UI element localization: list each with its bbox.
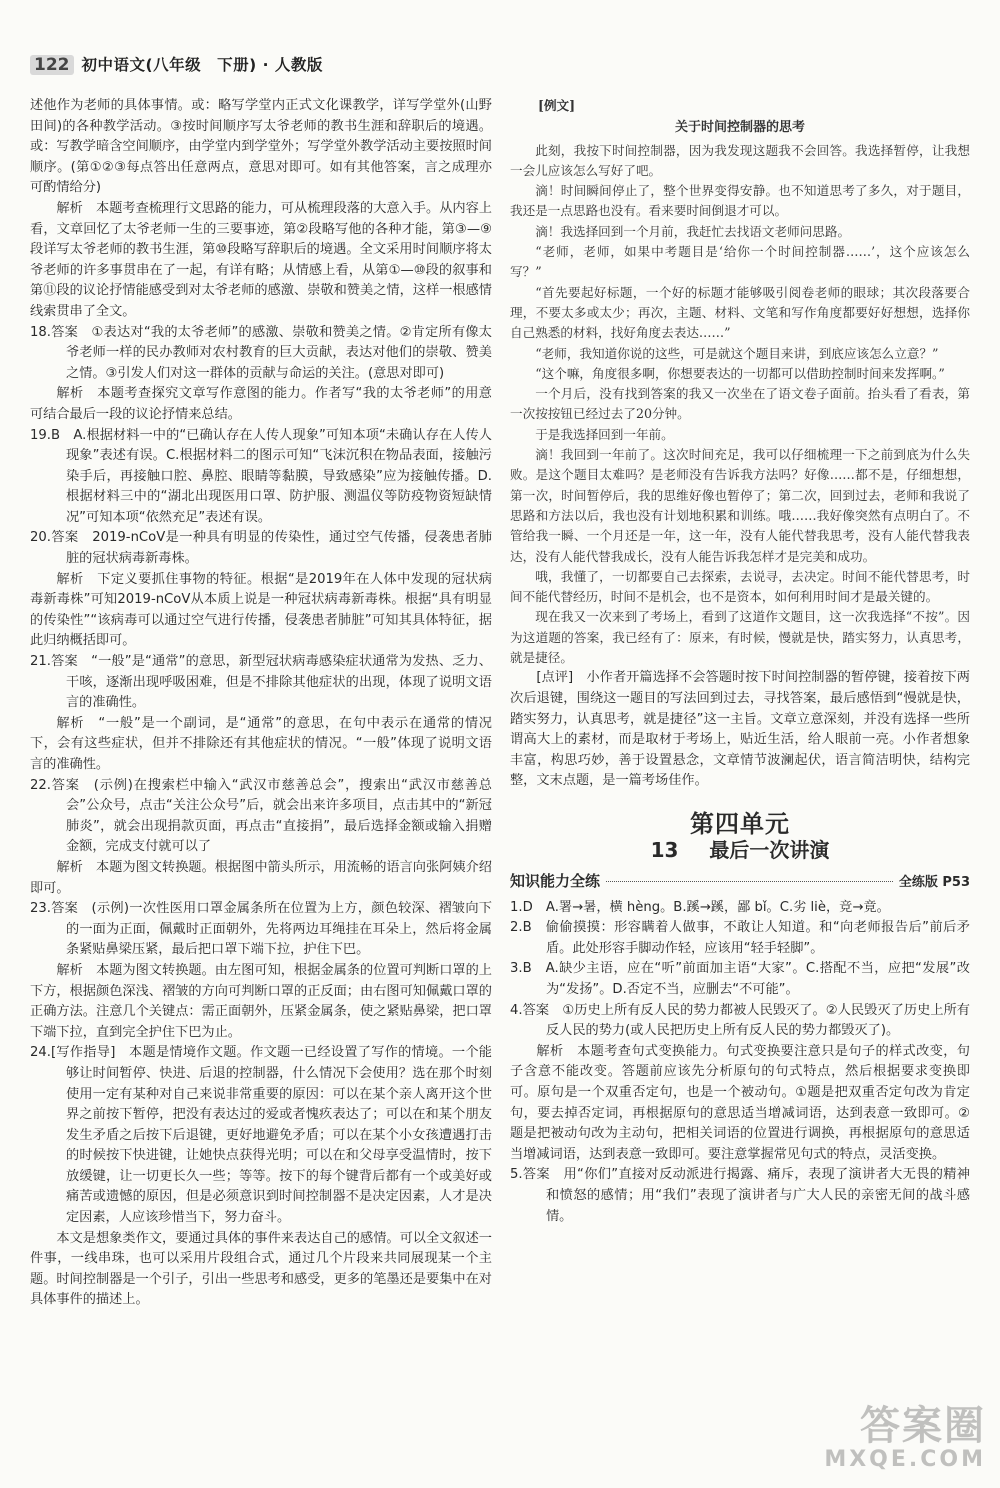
answer-paragraph: 解析 “一般”是一个副词，是“通常”的意思，在句中表示在通常的情况下，会有这些症状，但并不排除还有其他症状的情况。“一般”体现了说明文语言的准确性。	[30, 715, 492, 772]
answer-paragraph: 22.答案 (示例)在搜索栏中输入“武汉市慈善总会”，搜索出“武汉市慈善总会”公众号，点击“关注公众号”后，就会出来许多项目，点击其中的“新冠肺炎”，就会出现捐款页面，再点击“直接捐”，最后选择金额或输入捐赠金额，完成支付就可以了	[30, 777, 492, 855]
left-column	[30, 96, 492, 1311]
lesson-title	[510, 840, 970, 861]
right-column	[510, 96, 970, 1227]
answer-paragraph: 解析 本题考查探究文章写作意图的能力。作者写“我的太爷老师”的用意可结合最后一段的议论抒情来总结。	[30, 386, 492, 422]
answer-paragraph: 21.答案 “一般”是“通常”的意思，新型冠状病毒感染症状通常为发热、乏力、干咳，逐渐出现呼吸困难，但是不排除其他症状的出现，体现了说明文语言的准确性。	[30, 654, 492, 711]
essay-comment: [点评] 小作者开篇选择不会答题时按下时间控制器的暂停键，接着按下两次后退键，围绕这一题目的写法回到过去，寻找答案，最后感悟到“慢就是快，踏实努力，认真思考，就是捷径”这一主旨。文章立意深刻，并没有选择一些所谓高大上的素材，而是取材于考场上，贴近生活，给人眼前一亮。小作者想象丰富，构思巧妙，善于设置悬念，文章情节波澜起伏，语言简洁明快，结构完整，文末点题，是一篇考场佳作。	[510, 670, 970, 789]
lesson-number: 13	[650, 838, 679, 863]
essay-paragraph: 滴！时间瞬间停止了，整个世界变得安静。也不知道思考了多久，对于题目，我还是一点思路也没有。看来要时间倒退才可以。	[510, 183, 970, 219]
essay-body	[510, 141, 970, 669]
unit-title: 第四单元	[690, 809, 790, 838]
answer-paragraph: 18.答案 ①表达对“我的太爷老师”的感激、崇敬和赞美之情。②肯定所有像太爷老师一样的民办教师对农村教育的巨大贡献，表达对他们的崇敬、赞美之情。③引发人们对这一群体的贡献与命运的关注。(意思对即可)	[30, 324, 492, 381]
essay-paragraph: “老师，我知道你说的这些，可是就这个题目来讲，到底应该怎么立意？”	[535, 345, 939, 361]
answer-paragraph: 解析 本题考查梳理行文思路的能力，可从梳理段落的大意入手。从内容上看，文章回忆了太爷老师一生的三要事迹，第②段略写他的各种才能，第③—⑨段详写太爷老师的教书生涯，第⑩段略写辞职后的境遇。全文采用时间顺序将太爷老师的许多事贯串在了一起，有详有略；从情感上看，从第①—⑩段的叙事和第⑪段的议论抒情能感受到对太爷老师的感激、崇敬和赞美之情，这样一根感情线索贯串了全文。	[30, 200, 492, 319]
essay-paragraph: 一个月后，没有找到答案的我又一次坐在了语文卷子面前。抬头看了看表，第一次按按钮已经过去了20分钟。	[510, 386, 970, 422]
essay-paragraph: 滴！我选择回到一个月前，我赶忙去找语文老师问思路。	[535, 223, 851, 239]
answer-paragraph: 1.D A.署→暑，横 hèng。B.蹊→蹊，鄙 bǐ。C.劣 liè，竞→竟。	[510, 899, 890, 915]
essay-paragraph: 哦，我懂了，一切都要自己去探索，去说寻，去决定。时间不能代替思考，时间不能代替经历，时间不是机会，也不是资本，如何利用时间才是最关键的。	[510, 568, 970, 605]
answer-paragraph: 解析 本题为图文转换题。根据图中箭头所示，用流畅的语言向张阿姨介绍即可。	[30, 859, 492, 896]
sample-essay	[510, 96, 970, 668]
watermark-text: 答案圈	[860, 1403, 986, 1449]
essay-paragraph: 现在我又一次来到了考场上，看到了这道作文题目，这一次我选择“不按”。因为这道题的答案，我已经有了：原来，有时候，慢就是快，踏实努力，认真思考，就是捷径。	[510, 609, 970, 666]
section-divider	[606, 881, 893, 882]
essay-paragraph: 于是我选择回到一年前。	[535, 426, 674, 442]
essay-label: [例文]	[538, 98, 576, 113]
lesson-name: 最后一次讲演	[709, 838, 830, 863]
essay-paragraph: “首先要起好标题，一个好的标题才能够吸引阅卷老师的眼球；其次段落要合理，不要太多或太少；再次，主题、材料、文笔和写作角度都要好好想想，选择你自己熟悉的材料，找好角度去表达……”	[510, 284, 970, 341]
answer-paragraph: 解析 本题考查句式变换能力。句式变换要注意只是句子的样式改变，句子含意不能改变。答题前应该先分析原句的句式特点，然后根据要求变换即可。原句是一个双重否定句，也是一个被动句。①题是把双重否定句改为肯定句，要去掉否定词，再根据原句的意思适当增减词语，达到表意一致即可。②题是把被动句改为主动句，把相关词语的位置进行调换，再根据原句的意思适当增减词语，达到表意一致即可。要注意掌握常见句式的特点，灵活变换。	[510, 1043, 970, 1162]
essay-paragraph: 滴！我回到一年前了。这次时间充足，我可以仔细梳理一下之前到底为什么失败。是这个题目太难吗？是老师没有告诉我方法吗？好像……都不是，仔细想想，第一次，时间暂停后，我的思维好像也暂停了；第二次，回到过去，老师和我说了思路和方法以后，我也没有计划地积累和训练。哦……我好像突然有点明白了。不管给我一瞬、一个月还是一年，这一年，没有人能代替我思考，没有人能代替我表达，没有人能代替我成长，没有人能告诉我怎样才是完美和成功。	[510, 447, 970, 564]
watermark-logo	[824, 1404, 986, 1472]
answer-paragraph: 2.B 偷偷摸摸：形容瞒着人做事，不敢让人知道。和“向老师报告后”前后矛盾。此处形容手脚动作轻，应该用“轻手轻脚”。	[510, 920, 970, 956]
section-reference: 全练版 P53	[898, 875, 970, 891]
answer-paragraph: 本文是想象类作文，要通过具体的事件来表达自己的感情。可以全文叙述一件事，一线串珠，也可以采用片段组合式，通过几个片段来共同展现某一个主题。时间控制器是一个引子，引出一些思考和感受，更多的笔墨还是要集中在对具体事件的描述上。	[30, 1230, 492, 1308]
answer-paragraph: 5.答案 用“你们”直接对反动派进行揭露、痛斥，表现了演讲者大无畏的精神和愤怒的感情；用“我们”表现了演讲者与广大人民的亲密无间的战斗感情。	[510, 1167, 970, 1224]
answer-list	[510, 898, 970, 1228]
section-name: 知识能力全练	[510, 872, 601, 891]
answer-paragraph: 解析 本题为图文转换题。由左图可知，根据金属条的位置可判断口罩的上下方，根据颜色深浅、褶皱的方向可判断口罩的正反面；由右图可知佩戴口罩的正确方法。注意几个关键点：需正面朝外，压紧金属条，使之紧贴鼻梁，把口罩下端下拉，直到完全护住下巴为止。	[30, 962, 492, 1040]
answer-paragraph: 3.B A.缺少主语，应在“听”前面加主语“大家”。C.搭配不当，应把“发展”改为“发扬”。D.否定不当，应删去“不可能”。	[510, 961, 970, 998]
essay-paragraph: 此刻，我按下时间控制器，因为我发现这题我不会回答。我选择暂停，让我想一会儿应该怎么写好了吧。	[510, 142, 970, 178]
book-title: 初中语文(八年级 下册) · 人教版	[81, 55, 323, 74]
essay-paragraph: “这个嘛，角度很多啊，你想要表达的一切都可以借助控制时间来发挥啊。”	[535, 365, 945, 381]
section-bar	[510, 871, 970, 894]
answer-paragraph: 24.[写作指导] 本题是情境作文题。作文题一已经设置了写作的情境。一个能够让时间暂停、快进、后退的控制器，什么情况下会使用？选在那个时刻使用一定有某种对自己来说非常重要的原因：可以在某个亲人离开这个世界之前按下暂停，把没有表达过的爱或者愧疚表达了；可以在和某个朋友发生矛盾之后按下后退键，更好地避免矛盾；可以在某个小女孩遭遇打击的时候按下快进键，让她快点获得光明；可以在和父母享受温情时，按下放缓键，让一切更长久一些；等等。按下的每个键背后都有一个或美好或痛苦或遗憾的原因，但是必须意识到时间控制器不是决定因素，人才是决定因素，人应该珍惜当下，努力奋斗。	[30, 1045, 492, 1226]
essay-paragraph: “老师，老师，如果中考题目是‘给你一个时间控制器……’，这个应该怎么写？”	[510, 244, 970, 280]
answer-paragraph: 4.答案 ①历史上所有反人民的势力都被人民毁灭了。②人民毁灭了历史上所有反人民的势力(或人民把历史上所有反人民的势力都毁灭了)。	[510, 1002, 970, 1039]
answer-paragraph: 20.答案 2019-nCoV是一种具有明显的传染性，通过空气传播，侵袭患者肺脏的冠状病毒新毒株。	[30, 530, 492, 567]
answer-paragraph: 述他作为老师的具体事情。或：略写学堂内正式文化课教学，详写学堂外(山野田间)的各种教学活动。③按时间顺序写太爷老师的教书生涯和辞职后的境遇。或：写教学暗含空间顺序，由学堂内到学堂外；写学堂外教学活动主要按照时间顺序。(第①②③每点答出任意两点，意思对即可。如有其他答案，言之成理亦可酌情给分)	[30, 98, 492, 196]
answer-paragraph: 19.B A.根据材料一中的“已确认存在人传人现象”可知本项“未确认存在人传人现象”表述有误。C.根据材料二的图示可知“飞沫沉积在物品表面，接触污染手后，再接触口腔、鼻腔、眼睛等黏膜，导致感染”应为接触传播。D.根据材料三中的“湖北出现医用口罩、防护服、测温仪等防疫物资短缺情况”可知本项“依然充足”表述有误。	[30, 427, 492, 525]
page-header	[30, 52, 323, 78]
answer-paragraph: 解析 下定义要抓住事物的特征。根据“是2019年在人体中发现的冠状病毒新毒株”可知2019-nCoV从本质上说是一种冠状病毒新毒株。根据“具有明显的传染性”“该病毒可以通过空气进行传播，侵袭患者肺脏”可知其具体特征，据此归纳概括即可。	[30, 571, 492, 649]
essay-title: 关于时间控制器的思考	[674, 120, 805, 136]
answer-paragraph: 23.答案 (示例)一次性医用口罩金属条所在位置为上方，颜色较深、褶皱向下的一面为正面，佩戴时正面朝外，先将两边耳绳挂在耳朵上，然后将金属条紧贴鼻梁压紧，最后把口罩下端下拉，护住下巴。	[30, 901, 492, 958]
page-number: 122	[30, 55, 74, 76]
watermark-url: MXQE.COM	[824, 1447, 986, 1472]
